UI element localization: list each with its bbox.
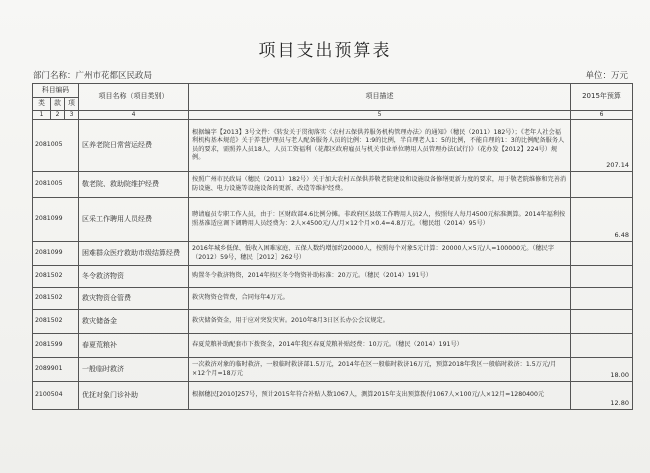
index-cell: 3 bbox=[65, 111, 79, 120]
budget-value bbox=[571, 310, 633, 334]
project-description: 聘请雇员专职工作人员，由于：区财政部4.6比例分摊。非政府区县级工作聘用人员2人，按照每人每月4500元标准测算。2014年福利按照基准适应调下调聘用人员经费为：2人×4500元/人/月×12个月×0.4=4.8万元。（穗民组（2014）95号） bbox=[189, 198, 571, 242]
budget-table bbox=[32, 83, 633, 410]
index-cell: 4 bbox=[79, 111, 189, 120]
header-budget: 2015年预算 bbox=[571, 84, 633, 111]
header-lei: 类 bbox=[33, 98, 51, 111]
budget-value: 18.00 bbox=[571, 358, 633, 382]
header-xiang: 项 bbox=[65, 98, 79, 111]
table-row bbox=[33, 288, 633, 310]
subject-code: 2081099 bbox=[33, 198, 79, 242]
index-cell: 6 bbox=[571, 111, 633, 120]
project-description: 春夏荒粮补助配套市下拨资金，2014年我区春夏荒粮补贴经费：10万元。（穗民（2014）191号） bbox=[189, 334, 571, 358]
budget-value bbox=[571, 172, 633, 198]
project-name: 春夏荒粮补 bbox=[79, 334, 189, 358]
subject-code: 2081599 bbox=[33, 334, 79, 358]
header-project-name: 项目名称（项目类别） bbox=[79, 84, 189, 111]
header-kuan: 款 bbox=[51, 98, 65, 111]
project-name: 冬令救济物资 bbox=[79, 266, 189, 288]
subject-code: 2081005 bbox=[33, 172, 79, 198]
budget-value: 6.48 bbox=[571, 198, 633, 242]
table-row bbox=[33, 172, 633, 198]
index-cell: 5 bbox=[189, 111, 571, 120]
project-name: 救灾物资仓管费 bbox=[79, 288, 189, 310]
project-name: 区养老院日常营运经费 bbox=[79, 120, 189, 172]
project-name: 敬老院、救助院维护经费 bbox=[79, 172, 189, 198]
project-description: 救灾储备资金，用于应对突发灾害。2010年8月3日区长办公会议规定。 bbox=[189, 310, 571, 334]
header-code-group: 科目编码 bbox=[33, 84, 79, 98]
budget-value bbox=[571, 288, 633, 310]
index-cell: 2 bbox=[51, 111, 65, 120]
subject-code: 2100504 bbox=[33, 382, 79, 410]
department-label: 部门名称：广州市花都区民政局 bbox=[33, 71, 153, 81]
project-description: 购置冬令救济物资，2014年按区冬令物资补助标准：20万元。（穗民（2014）191号） bbox=[189, 266, 571, 288]
project-name: 救灾储备金 bbox=[79, 310, 189, 334]
project-name: 一般临时救济 bbox=[79, 358, 189, 382]
subject-code: 2081502 bbox=[33, 288, 79, 310]
subject-code: 2081099 bbox=[33, 242, 79, 266]
table-row bbox=[33, 334, 633, 358]
project-description: 按照广州市民政局（穗民（2011）182号）关于加大农村五保供养敬老院建设和设施设备修缮更新力度的要求，用于敬老院维修和完善消防设施、电力设施等设施设备的更新、改造等维护经费。 bbox=[189, 172, 571, 198]
subject-code: 2081005 bbox=[33, 120, 79, 172]
budget-value bbox=[571, 334, 633, 358]
table-row bbox=[33, 120, 633, 172]
subject-code: 2081502 bbox=[33, 266, 79, 288]
table-row bbox=[33, 358, 633, 382]
project-description: 一次救济对象的临时救济，一般临时救济部1.5万元，2014年在区一般临时救济16万元，预算2018年我区一般临时救济：1.5万元/月×12个月=18万元 bbox=[189, 358, 571, 382]
project-name: 区采工作聘用人员经费 bbox=[79, 198, 189, 242]
header-description: 项目描述 bbox=[189, 84, 571, 111]
table-row bbox=[33, 242, 633, 266]
page-title: 项目支出预算表 bbox=[258, 41, 392, 61]
budget-value bbox=[571, 266, 633, 288]
index-cell: 1 bbox=[33, 111, 51, 120]
budget-value bbox=[571, 242, 633, 266]
table-row bbox=[33, 266, 633, 288]
project-description: 救灾物资仓管费，合同每年4万元。 bbox=[189, 288, 571, 310]
project-description: 根据穗民[2010]257号，预计2015年符合补贴人数1067人，测算2015年支出预算拨付1067人×100元/人×12月=1280400元 bbox=[189, 382, 571, 410]
project-name: 困难群众医疗救助市级结算经费 bbox=[79, 242, 189, 266]
project-description: 根据编字【2013】3号文件：《转发关于贯彻落实〈农村五保供养服务机构管理办法〉的通知》（穗民（2011）182号）；《老年人社会福利机构基本规范》关于养老护理员与老人配备服务人员的比例：1:9的比例，半自理老人1：5的比例，不能自理的1：3的比例配备服务人员的要求，需照养人员18人，人员工资福利（花都区政府雇员与机关事业单位聘用人员管理办法(试行)》（花办发【2012】224号）规例。 bbox=[189, 120, 571, 172]
subject-code: 2089901 bbox=[33, 358, 79, 382]
budget-value: 12.80 bbox=[571, 382, 633, 410]
table-row bbox=[33, 198, 633, 242]
project-description: 2016年城乡低保、低收入困难家庭、五保人数约增加约20000人，按照每个对象5元计算：20000人×5元/人=100000元。（穗民字（2012）59号，穗民［2012］262号） bbox=[189, 242, 571, 266]
table-row bbox=[33, 382, 633, 410]
budget-value: 207.14 bbox=[571, 120, 633, 172]
table-row bbox=[33, 310, 633, 334]
project-name: 优抚对象门诊补助 bbox=[79, 382, 189, 410]
unit-label: 单位：万元 bbox=[585, 71, 628, 81]
subject-code: 2081502 bbox=[33, 310, 79, 334]
